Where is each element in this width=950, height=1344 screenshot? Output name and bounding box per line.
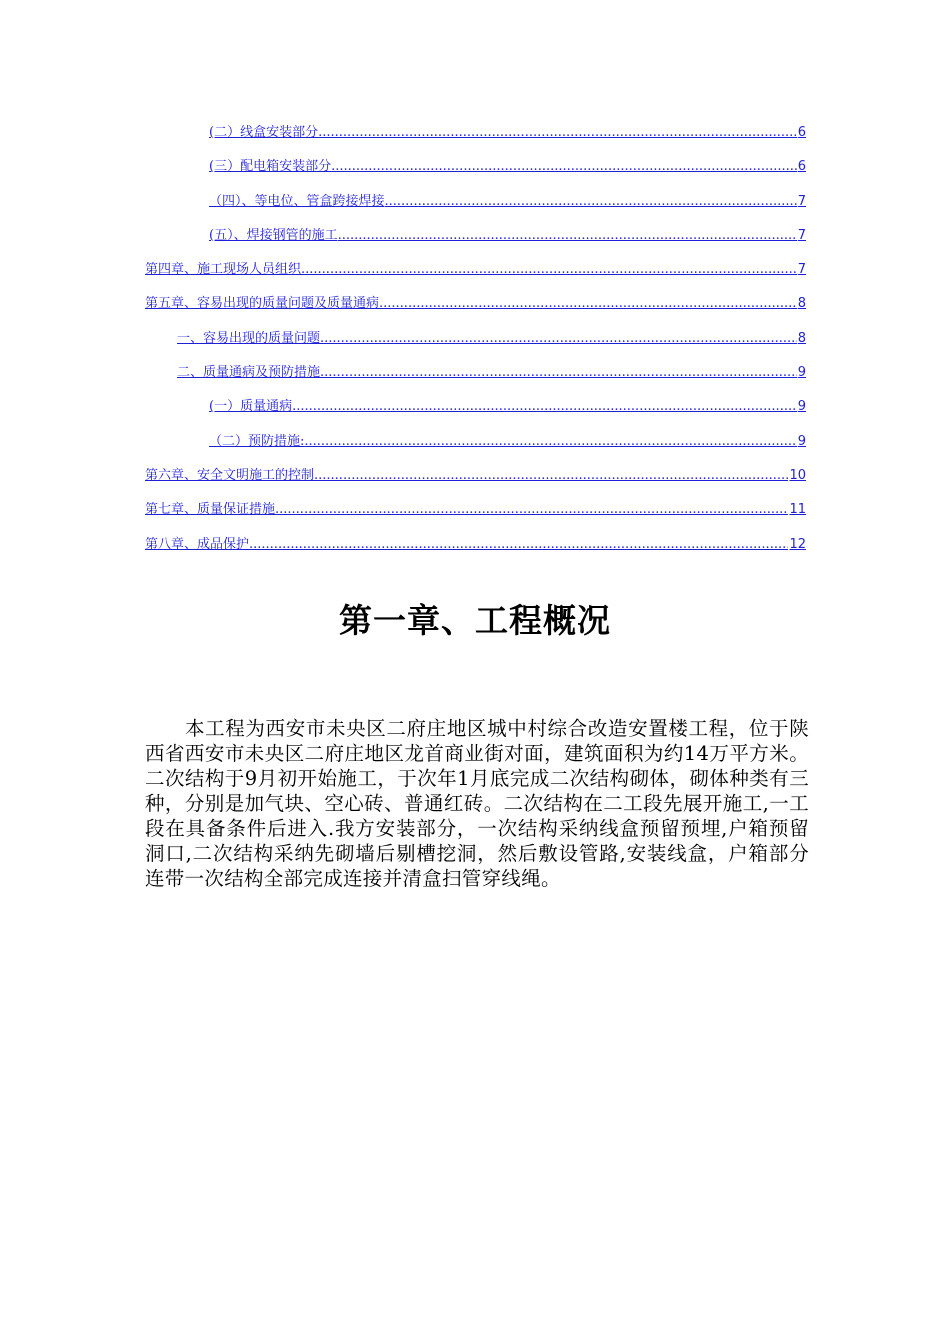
toc-entry-label: 一、容易出现的质量问题: [177, 330, 321, 346]
toc-entry-page: 9: [797, 433, 806, 449]
toc-leader-dots: [318, 125, 797, 140]
toc-entry[interactable]: [145, 258, 806, 292]
toc-leader-dots: [385, 194, 797, 209]
toc-entry-label: （二）预防措施:: [209, 433, 305, 449]
toc-leader-dots: [301, 262, 797, 277]
toc-entry-page: 6: [797, 159, 806, 175]
toc-entry-page: 12: [789, 536, 806, 552]
toc-entry-label: 二、质量通病及预防措施: [177, 365, 321, 381]
toc-entry[interactable]: [145, 155, 806, 189]
toc-leader-dots: [292, 399, 797, 414]
toc-entry-page: 6: [797, 125, 806, 140]
toc-entry-label: 第八章、成品保护: [145, 536, 250, 552]
toc-leader-dots: [314, 468, 788, 483]
toc-leader-dots: [304, 434, 796, 449]
toc-entry[interactable]: [145, 498, 806, 532]
toc-entry[interactable]: [145, 190, 806, 224]
toc-leader-dots: [331, 159, 797, 174]
toc-leader-dots: [249, 537, 788, 552]
chapter-paragraph: 本工程为西安市未央区二府庄地区城中村综合改造安置楼工程，位于陕西省西安市未央区二府庄地区龙首商业街对面，建筑面积为约14万平方米。 二次结构于9月初开始施工，于次年1月底完成二次结构砌体，砌体种类有三种，分别是加气块、空心砖、普通红砖。二次结构在二工段先展开施工,一工段在具备条件后进入.我方安装部分，一次结构采纳线盒预留预埋,户箱预留洞口,二次结构采纳先砌墙后剔槽挖洞，然后敷设管路,安装线盒，户箱部分连带一次结构全部完成连接并清盒扫管穿线绳。: [145, 717, 809, 890]
toc-leader-dots: [320, 365, 797, 380]
toc-leader-dots: [338, 228, 797, 243]
toc-entry-label: 第六章、安全文明施工的控制: [145, 467, 315, 483]
toc-entry-page: 7: [797, 193, 806, 209]
toc-entry[interactable]: [145, 533, 806, 567]
toc-entry-page: 7: [797, 262, 806, 278]
toc-entry-label: 第四章、施工现场人员组织: [145, 262, 302, 278]
toc-entry[interactable]: [145, 395, 806, 429]
toc-entry[interactable]: [145, 121, 806, 155]
toc-entry[interactable]: [145, 430, 806, 464]
toc-entry-label: (三）配电箱安装部分: [209, 159, 332, 175]
chapter-title: 第一章、工程概况: [339, 601, 611, 640]
toc-entry-page: 9: [797, 365, 806, 381]
toc-leader-dots: [275, 502, 788, 517]
toc-entry-label: 第五章、容易出现的质量问题及质量通病: [145, 296, 380, 312]
toc-leader-dots: [320, 331, 797, 346]
toc-entry-page: 7: [797, 227, 806, 243]
toc-entry-label: (五）、焊接钢管的施工: [209, 227, 338, 243]
toc-entry[interactable]: [145, 224, 806, 258]
toc-entry-page: 9: [797, 399, 806, 415]
toc-entry-page: 11: [789, 502, 806, 518]
toc-entry-label: 第七章、质量保证措施: [145, 502, 276, 518]
toc-entry-page: 10: [789, 467, 806, 483]
toc-entry-page: 8: [797, 296, 806, 312]
toc-entry[interactable]: [145, 361, 806, 395]
toc-entry[interactable]: [145, 327, 806, 361]
toc-entry-label: (二）线盒安装部分: [209, 125, 319, 140]
toc-entry[interactable]: [145, 292, 806, 326]
toc-entry-label: （四）、等电位、管盒跨接焊接: [209, 193, 385, 209]
toc-leader-dots: [379, 296, 797, 311]
toc-entry[interactable]: [145, 464, 806, 498]
toc-entry-label: (一）质量通病: [209, 399, 293, 415]
table-of-contents: [145, 121, 806, 567]
toc-entry-page: 8: [797, 330, 806, 346]
